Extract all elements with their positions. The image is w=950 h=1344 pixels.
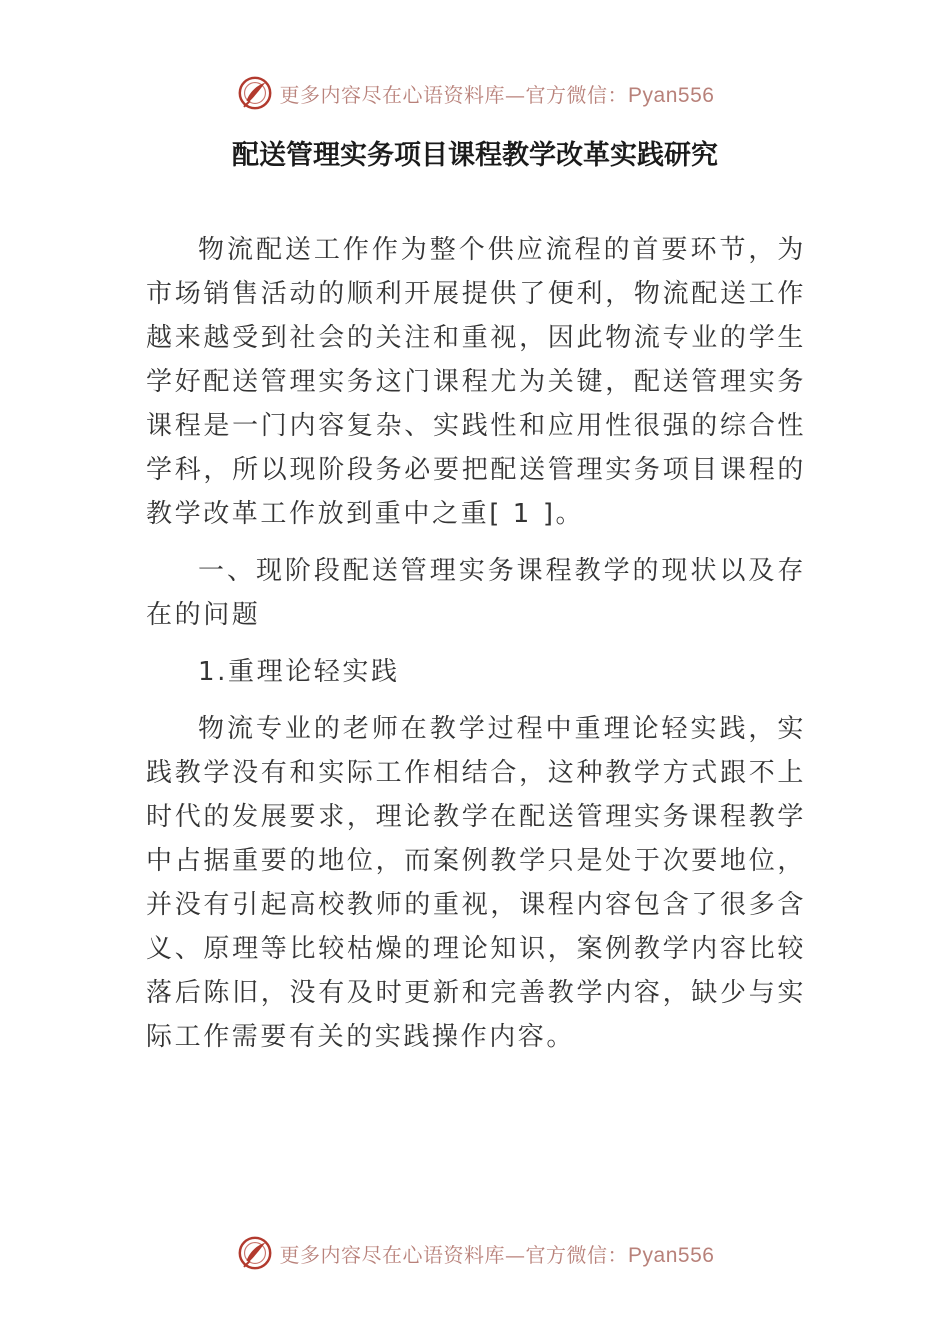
watermark-wechat-id: Pyan556 [628, 1243, 715, 1267]
header-watermark [0, 73, 950, 113]
watermark-text: 更多内容尽在心语资料库—官方微信：Pyan556 [279, 1242, 715, 1267]
library-logo-icon [236, 74, 274, 112]
body-paragraph: 物流专业的老师在教学过程中重理论轻实践，实践教学没有和实际工作相结合，这种教学方式跟不上时代的发展要求，理论教学在配送管理实务课程教学中占据重要的地位，而案例教学只是处于次要地位，并没有引起高校教师的重视，课程内容包含了很多含义、原理等比较枯燥的理论知识，案例教学内容比较落后陈旧，没有及时更新和完善教学内容，缺少与实际工作需要有关的实践操作内容。 [146, 714, 806, 1052]
footer-watermark [0, 1233, 950, 1273]
library-logo-icon [236, 1234, 274, 1272]
subsection-heading: 1.重理论轻实践 [198, 657, 400, 687]
intro-paragraph: 物流配送工作作为整个供应流程的首要环节，为市场销售活动的顺利开展提供了便利，物流配送工作越来越受到社会的关注和重视，因此物流专业的学生学好配送管理实务这门课程尤为关键，配送管理实务课程是一门内容复杂、实践性和应用性很强的综合性学科，所以现阶段务必要把配送管理实务项目课程的教学改革工作放到重中之重[ 1 ]。 [146, 235, 806, 529]
watermark-wechat-id: Pyan556 [628, 83, 715, 107]
document-title: 配送管理实务项目课程教学改革实践研究 [232, 140, 718, 171]
document-body [146, 228, 806, 1059]
section-heading: 一、现阶段配送管理实务课程教学的现状以及存在的问题 [146, 556, 806, 630]
watermark-text: 更多内容尽在心语资料库—官方微信：Pyan556 [279, 82, 715, 107]
